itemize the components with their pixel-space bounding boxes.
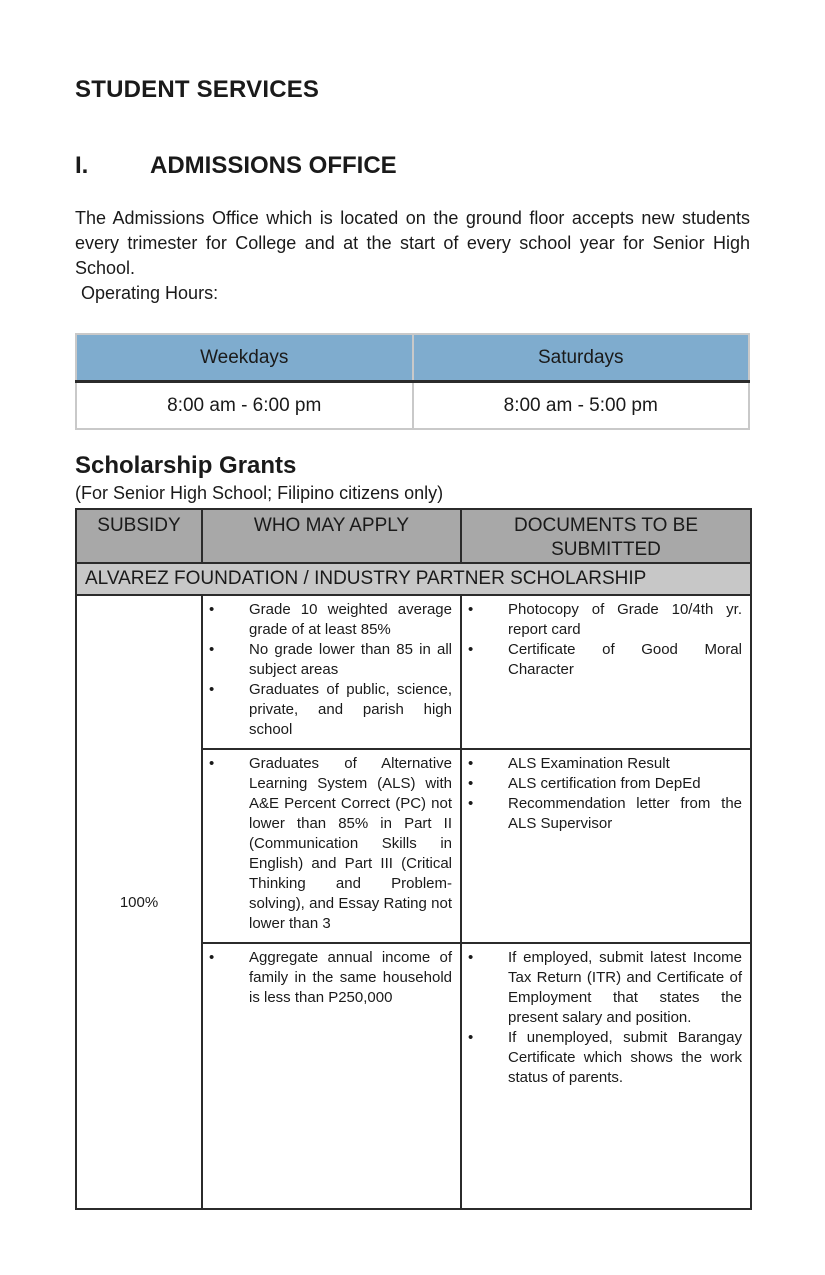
list-item bbox=[468, 774, 742, 794]
docs-list bbox=[462, 944, 750, 1096]
who-may-apply-header: WHO MAY APPLY bbox=[202, 509, 461, 563]
list-item bbox=[209, 948, 452, 1008]
bullet-icon: • bbox=[209, 755, 215, 772]
scholarship-band: ALVAREZ FOUNDATION / INDUSTRY PARTNER SCHOLARSHIP bbox=[76, 563, 751, 595]
list-item-text: Grade 10 weighted average grade of at least 85% bbox=[249, 601, 452, 638]
docs-list bbox=[462, 750, 750, 842]
list-item bbox=[209, 754, 452, 934]
list-item-text: Graduates of public, science, private, and parish high school bbox=[249, 681, 452, 738]
list-item bbox=[468, 754, 742, 774]
bullet-icon: • bbox=[468, 641, 474, 658]
docs-list bbox=[462, 596, 750, 688]
who-cell bbox=[202, 943, 461, 1209]
hours-header-row bbox=[76, 334, 749, 382]
bullet-icon: • bbox=[468, 755, 474, 772]
list-item bbox=[468, 600, 742, 640]
bullet-icon: • bbox=[209, 641, 215, 658]
list-item-text: Aggregate annual income of family in the same household is less than P250,000 bbox=[249, 949, 452, 1006]
list-item-text: Recommendation letter from the ALS Supervisor bbox=[508, 795, 742, 832]
list-item bbox=[468, 794, 742, 834]
who-list bbox=[203, 596, 460, 748]
scholarship-table bbox=[75, 508, 752, 1210]
operating-hours-table bbox=[75, 333, 750, 430]
subsidy-header: SUBSIDY bbox=[76, 509, 202, 563]
saturdays-hours: 8:00 am - 5:00 pm bbox=[413, 382, 750, 430]
weekdays-header: Weekdays bbox=[76, 334, 413, 382]
list-item bbox=[468, 1028, 742, 1088]
subsidy-value: 100% bbox=[76, 595, 202, 1209]
scholarship-subtitle: (For Senior High School; Filipino citizens only) bbox=[75, 483, 444, 503]
bullet-icon: • bbox=[468, 601, 474, 618]
bullet-icon: • bbox=[209, 949, 215, 966]
bullet-icon: • bbox=[468, 775, 474, 792]
bullet-icon: • bbox=[209, 681, 215, 698]
list-item-text: Certificate of Good Moral Character bbox=[508, 641, 742, 678]
list-item-text: No grade lower than 85 in all subject areas bbox=[249, 641, 452, 678]
list-item-text: Photocopy of Grade 10/4th yr. report card bbox=[508, 601, 742, 638]
operating-hours-label: Operating Hours: bbox=[81, 283, 219, 303]
who-cell bbox=[202, 595, 461, 749]
list-item bbox=[209, 680, 452, 740]
list-item-text: ALS certification from DepEd bbox=[508, 775, 701, 792]
section-heading: ADMISSIONS OFFICE bbox=[150, 152, 397, 179]
bullet-icon: • bbox=[468, 795, 474, 812]
docs-cell bbox=[461, 943, 751, 1209]
who-cell bbox=[202, 749, 461, 943]
section-number: I. bbox=[75, 152, 89, 179]
list-item-text: If unemployed, submit Barangay Certificate which shows the work status of parents. bbox=[508, 1029, 742, 1086]
who-list bbox=[203, 750, 460, 942]
weekdays-hours: 8:00 am - 6:00 pm bbox=[76, 382, 413, 430]
who-list bbox=[203, 944, 460, 1016]
list-item bbox=[468, 640, 742, 680]
list-item bbox=[209, 600, 452, 640]
saturdays-header: Saturdays bbox=[413, 334, 750, 382]
intro-paragraph: The Admissions Office which is located on the ground floor accepts new students every trimester for College and at the start of every school year for Senior High School. bbox=[75, 208, 750, 278]
hours-value-row bbox=[76, 382, 749, 430]
table-row bbox=[76, 595, 751, 749]
scholarship-band-row bbox=[76, 563, 751, 595]
page-title: STUDENT SERVICES bbox=[75, 76, 320, 103]
scholarship-title: Scholarship Grants bbox=[75, 452, 297, 479]
bullet-icon: • bbox=[468, 949, 474, 966]
bullet-icon: • bbox=[468, 1029, 474, 1046]
bullet-icon: • bbox=[209, 601, 215, 618]
scholarship-header-row bbox=[76, 509, 751, 563]
documents-header: DOCUMENTS TO BE SUBMITTED bbox=[461, 509, 751, 563]
list-item-text: ALS Examination Result bbox=[508, 755, 670, 772]
docs-cell bbox=[461, 595, 751, 749]
docs-cell bbox=[461, 749, 751, 943]
list-item-text: If employed, submit latest Income Tax Return (ITR) and Certificate of Employment that states the present salary and position. bbox=[508, 949, 742, 1026]
list-item bbox=[209, 640, 452, 680]
list-item bbox=[468, 948, 742, 1028]
list-item-text: Graduates of Alternative Learning System (ALS) with A&E Percent Correct (PC) not lower than 85% in Part II (Communication Skills in English) and Part III (Critical Thinking and Problem-solving), and Essay Rating not lower than 3 bbox=[249, 755, 452, 932]
